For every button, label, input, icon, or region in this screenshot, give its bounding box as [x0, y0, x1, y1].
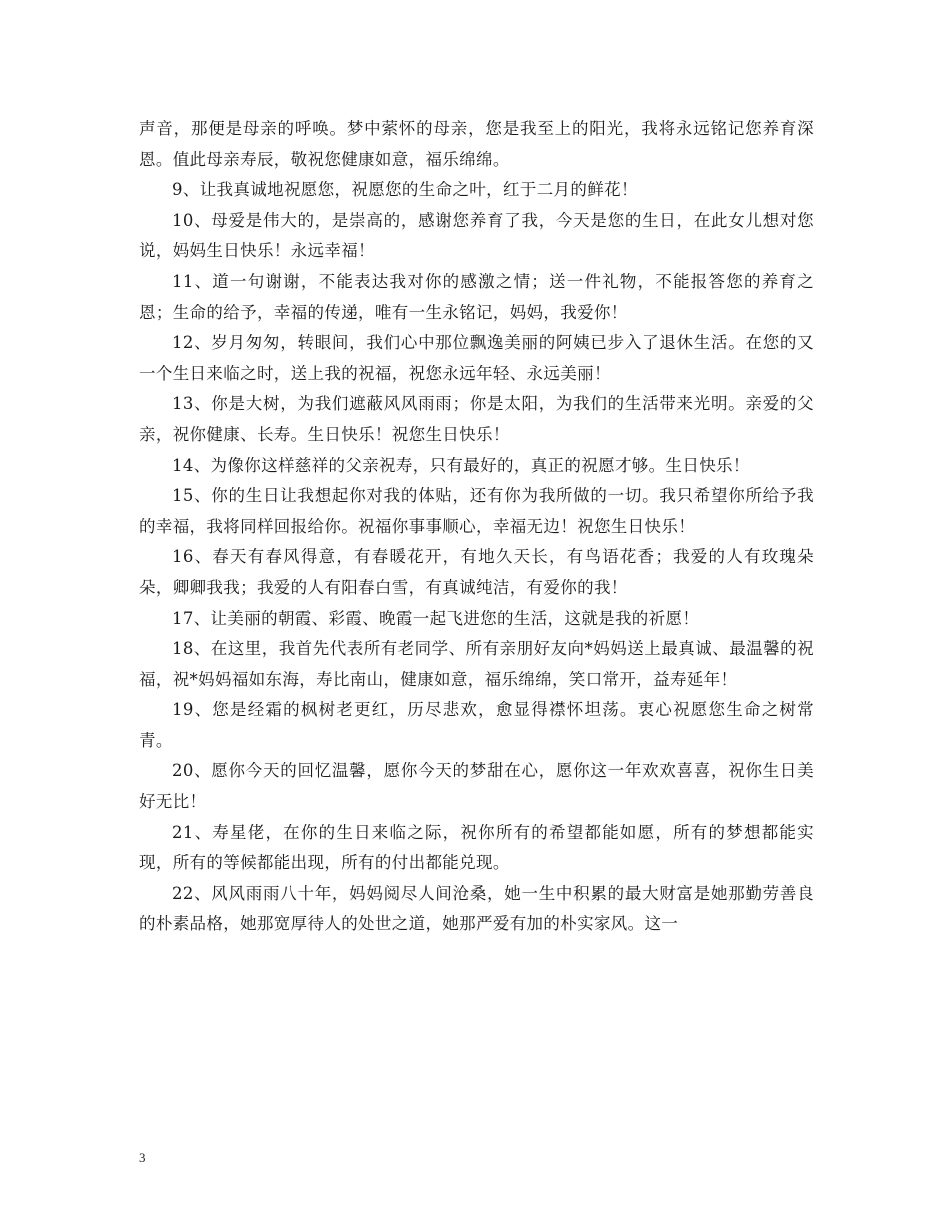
paragraph: 20、愿你今天的回忆温馨，愿你今天的梦甜在心，愿你这一年欢欢喜喜，祝你生日美好无比！ — [139, 761, 814, 812]
paragraph: 12、岁月匆匆，转眼间，我们心中那位飘逸美丽的阿姨已步入了退休生活。在您的又一个生日来临之时，送上我的祝福，祝您永远年轻、永远美丽！ — [139, 333, 814, 383]
paragraph: 11、道一句谢谢，不能表达我对你的感激之情；送一件礼物，不能报答您的养育之恩；生命的给予，幸福的传递，唯有一生永铭记，妈妈，我爱你！ — [139, 271, 814, 322]
page-number: 3 — [139, 1150, 146, 1165]
paragraph: 声音，那便是母亲的呼唤。梦中萦怀的母亲，您是我至上的阳光，我将永远铭记您养育深恩。值此母亲寿辰，敬祝您健康如意，福乐绵绵。 — [139, 119, 814, 169]
paragraph: 16、春天有春风得意，有春暖花开，有地久天长，有鸟语花香；我爱的人有玫瑰朵朵，卿卿我我；我爱的人有阳春白雪，有真诚纯洁，有爱你的我！ — [139, 547, 814, 597]
document-body — [139, 114, 814, 940]
paragraph: 9、让我真诚地祝愿您，祝愿您的生命之叶，红于二月的鲜花！ — [172, 180, 638, 200]
paragraph: 18、在这里，我首先代表所有老同学、所有亲朋好友向*妈妈送上最真诚、最温馨的祝福，祝*妈妈福如东海，寿比南山，健康如意，福乐绵绵，笑口常开，益寿延年！ — [139, 639, 814, 689]
paragraph: 17、让美丽的朝霞、彩霞、晚霞一起飞进您的生活，这就是我的祈愿！ — [172, 608, 700, 628]
paragraph: 10、母爱是伟大的，是崇高的，感谢您养育了我，今天是您的生日，在此女儿想对您说，妈妈生日快乐！永远幸福！ — [139, 210, 814, 261]
paragraph: 13、你是大树，为我们遮蔽风风雨雨；你是太阳，为我们的生活带来光明。亲爱的父亲，祝你健康、长寿。生日快乐！祝您生日快乐！ — [139, 394, 814, 444]
paragraph: 15、你的生日让我想起你对我的体贴，还有你为我所做的一切。我只希望你所给予我的幸福，我将同样回报给你。祝福你事事顺心，幸福无边！祝您生日快乐！ — [139, 486, 814, 536]
paragraph: 14、为像你这样慈祥的父亲祝寿，只有最好的，真正的祝愿才够。生日快乐！ — [172, 455, 750, 475]
paragraph: 19、您是经霜的枫树老更红，历尽悲欢，愈显得襟怀坦荡。衷心祝愿您生命之树常青。 — [139, 700, 814, 750]
paragraph: 21、寿星佬，在你的生日来临之际，祝你所有的希望都能如愿，所有的梦想都能实现，所有的等候都能出现，所有的付出都能兑现。 — [139, 822, 814, 873]
paragraph: 22、风风雨雨八十年，妈妈阅尽人间沧桑，她一生中积累的最大财富是她那勤劳善良的朴素品格，她那宽厚待人的处世之道，她那严爱有加的朴实家风。这一 — [139, 883, 814, 934]
